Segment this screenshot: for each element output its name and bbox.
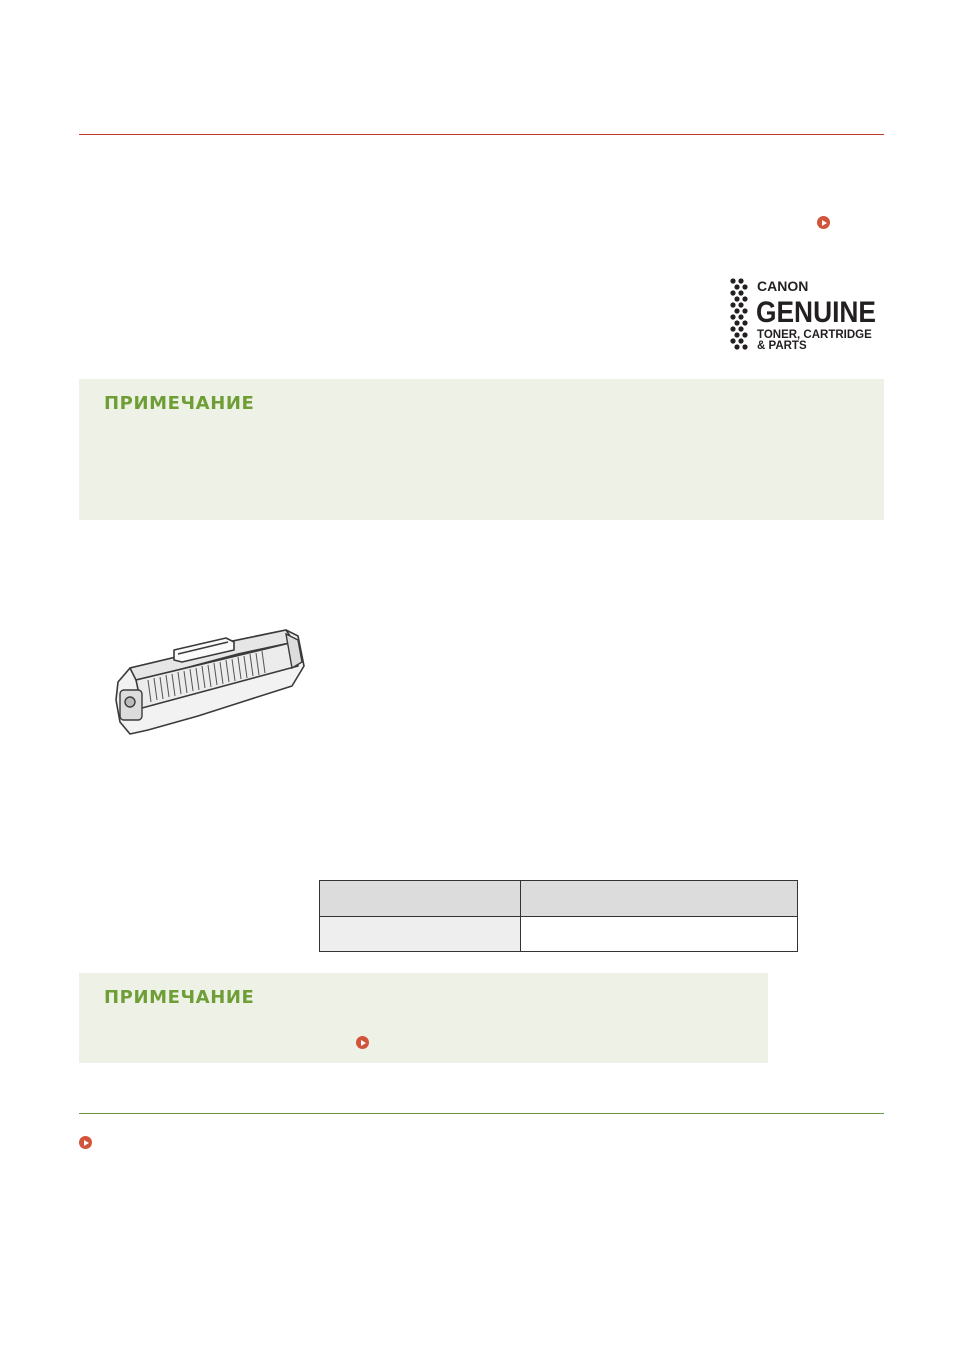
link-arrow-icon[interactable] — [817, 216, 830, 229]
table-header-cell-2 — [521, 881, 798, 917]
logo-line2: GENUINE — [756, 296, 876, 329]
link-arrow-icon[interactable] — [79, 1136, 92, 1149]
note-box-2 — [79, 973, 768, 1063]
note-title-2: ПРИМЕЧАНИЕ — [104, 987, 255, 1008]
spec-table — [319, 880, 798, 952]
top-rule — [79, 134, 884, 135]
note-box-1 — [79, 379, 884, 520]
logo-line3: TONER, CARTRIDGE — [757, 329, 872, 341]
logo-line1: CANON — [757, 278, 809, 294]
logo-line4: & PARTS — [757, 340, 807, 352]
note-title-1: ПРИМЕЧАНИЕ — [104, 393, 255, 414]
table-row-label — [320, 917, 521, 952]
bottom-rule — [79, 1113, 884, 1114]
table-row-value — [521, 917, 798, 952]
link-arrow-icon[interactable] — [356, 1036, 369, 1049]
canon-genuine-logo — [729, 278, 889, 352]
table-header-cell-1 — [320, 881, 521, 917]
toner-cartridge-image — [108, 620, 308, 740]
